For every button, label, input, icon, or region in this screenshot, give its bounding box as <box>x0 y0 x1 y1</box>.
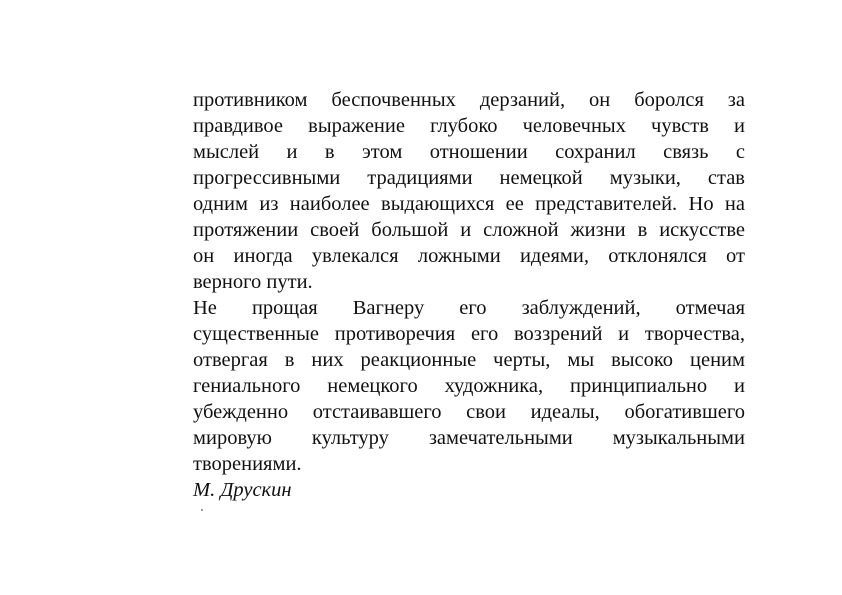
text-line: творениями. <box>193 453 302 475</box>
text-line: он иногда увлекался ложными идеями, отклонялся от <box>193 245 745 267</box>
paragraph-2 <box>193 295 745 477</box>
text-line: противником беспочвенных дерзаний, он боролся за <box>193 89 745 111</box>
text-line: прогрессивными традициями немецкой музыки, став <box>193 167 745 189</box>
text-line: мыслей и в этом отношении сохранил связь с <box>193 141 745 163</box>
text-line: отвергая в них реакционные черты, мы высоко ценим <box>193 349 745 371</box>
paragraph-1 <box>193 87 745 295</box>
text-line: существенные противоречия его воззрений и творчества, <box>193 323 745 345</box>
text-block <box>193 87 745 503</box>
text-line: протяжении своей большой и сложной жизни в искусстве <box>193 219 745 241</box>
text-line: одним из наиболее выдающихся ее представителей. Но на <box>193 193 745 215</box>
text-line: мировую культуру замечательными музыкальными <box>193 427 745 449</box>
text-line: гениального немецкого художника, принципиально и <box>193 375 745 397</box>
text-line: Не прощая Вагнеру его заблуждений, отмечая <box>193 297 745 319</box>
scan-speck <box>201 509 203 511</box>
author-signature: М. Друскин <box>193 479 292 501</box>
text-line: верного пути. <box>193 271 313 293</box>
text-line: правдивое выражение глубоко человечных чувств и <box>193 115 745 137</box>
text-line: убежденно отстаивавшего свои идеалы, обогатившего <box>193 401 745 423</box>
